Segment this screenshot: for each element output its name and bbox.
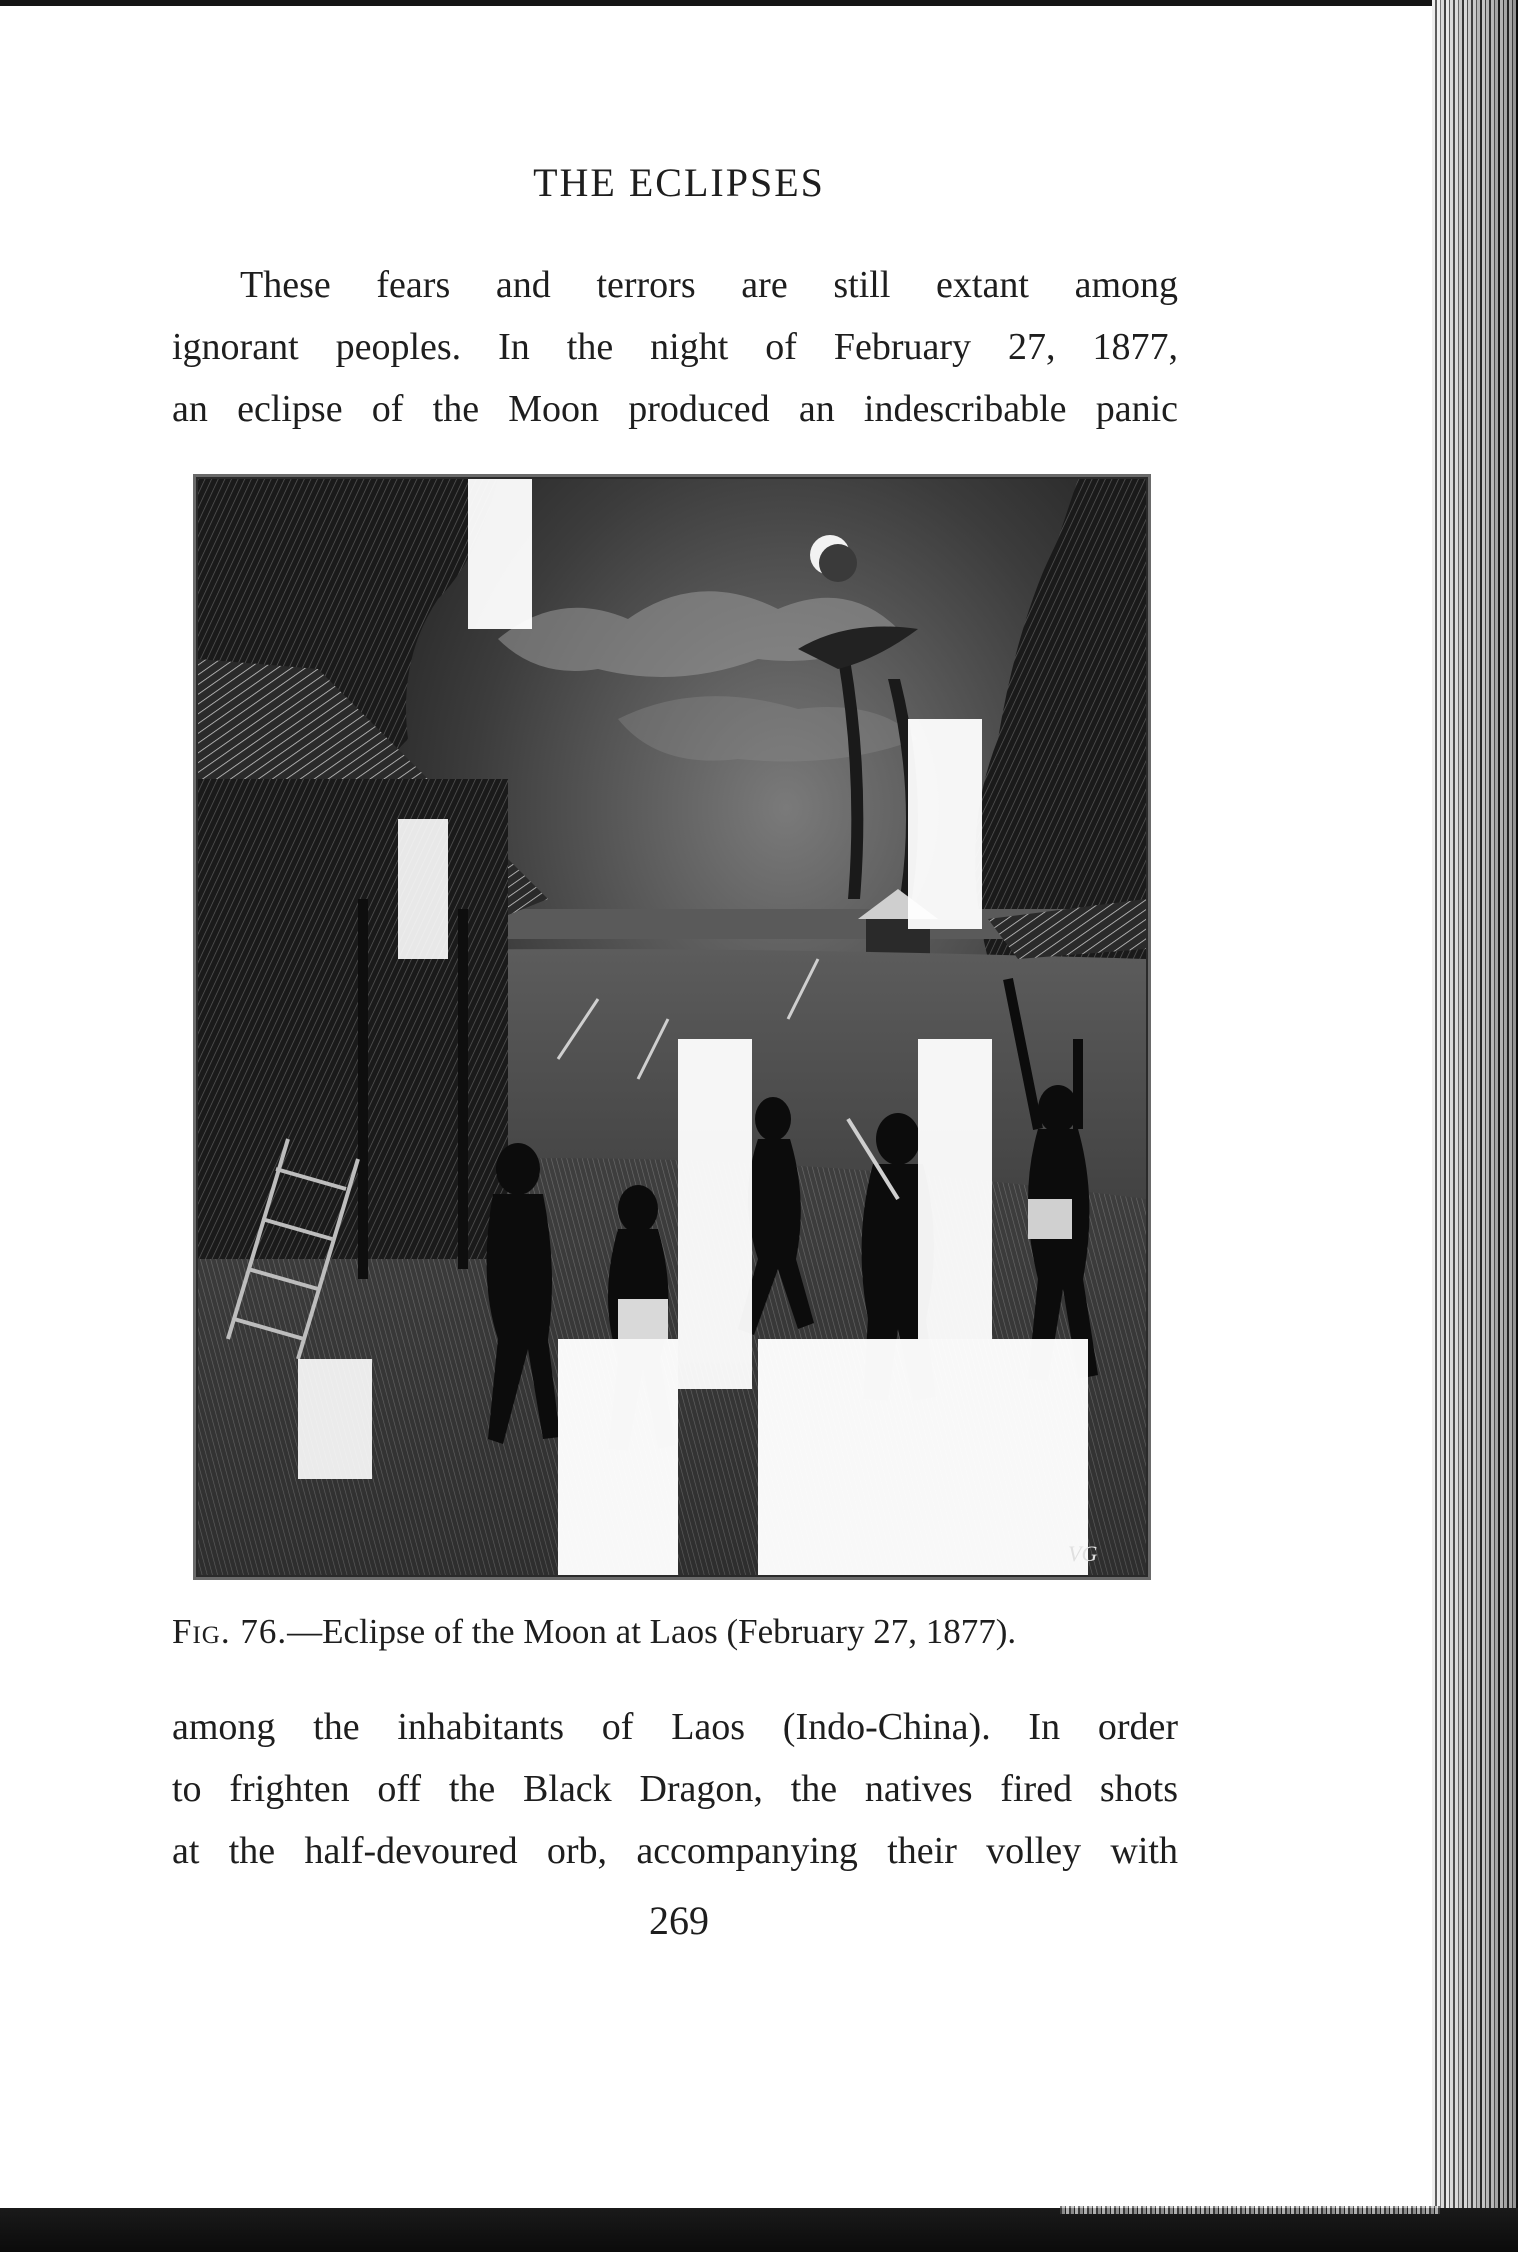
- body-line-1: These fears and terrors are still extant among: [240, 264, 1178, 306]
- body-line-5: to frighten off the Black Dragon, the natives fired shots: [172, 1768, 1178, 1810]
- body-line-6: at the half-devoured orb, accompanying their volley with: [172, 1830, 1178, 1872]
- figure-caption: [172, 1608, 1178, 1656]
- body-line-4: among the inhabitants of Laos (Indo-China). In order: [172, 1706, 1178, 1748]
- page-number: 269: [649, 1898, 709, 1943]
- running-head: THE ECLIPSES: [533, 160, 825, 205]
- figure-caption-text: —Eclipse of the Moon at Laos (February 27, 1877).: [287, 1612, 1017, 1651]
- scan-bottom-noise: [1060, 2206, 1440, 2214]
- engraver-monogram: VG: [1068, 1541, 1098, 1566]
- body-line-3: an eclipse of the Moon produced an indescribable panic: [172, 388, 1178, 430]
- body-line-2: ignorant peoples. In the night of February 27, 1877,: [172, 326, 1178, 368]
- engraving-eclipse-laos: [196, 477, 1148, 1577]
- scan-top-edge: [0, 0, 1518, 6]
- figure-label: Fig. 76.: [172, 1612, 288, 1651]
- scan-bottom-edge: [0, 2208, 1518, 2252]
- page-stack-shade: [1432, 0, 1518, 2252]
